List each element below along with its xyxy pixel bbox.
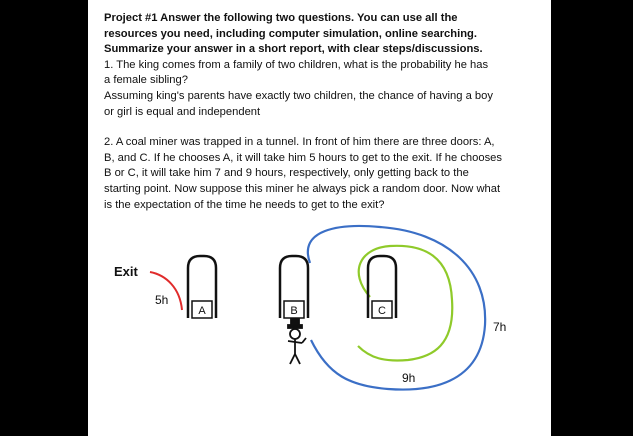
intro-line-3: Summarize your answer in a short report, with clear steps/discussions.	[104, 43, 483, 56]
door-a	[188, 256, 216, 318]
intro-line-2: resources you need, including computer simulation, online searching.	[104, 27, 477, 40]
door-b	[280, 256, 308, 318]
document-page	[88, 0, 551, 436]
door-b-label: B	[290, 305, 298, 317]
q2-line-2: B, and C. If he chooses A, it will take him 5 hours to get to the exit. If he chooses	[104, 151, 502, 164]
intro-line-1: Project #1 Answer the following two questions. You can use all the	[104, 12, 458, 24]
q2-line-1: 2. A coal miner was trapped in a tunnel. In front of him there are three doors: A,	[104, 136, 495, 149]
time-c-label: 9h	[402, 371, 416, 385]
q2-line-4: starting point. Now suppose this miner he always pick a random door. Now what	[104, 182, 501, 195]
exit-label: Exit	[114, 264, 138, 279]
tunnel-diagram	[88, 0, 551, 436]
q1-line-4: or girl is equal and independent	[104, 105, 261, 118]
time-b-label: 7h	[493, 320, 507, 334]
time-a-label: 5h	[155, 293, 169, 307]
miner-figure	[288, 319, 306, 364]
door-c	[368, 256, 396, 318]
q1-line-3: Assuming king's parents have exactly two children, the chance of having a boy	[104, 89, 493, 102]
q2-line-3: B or C, it will take him 7 and 9 hours, respectively, only getting back to the	[104, 167, 469, 180]
q1-line-1: 1. The king comes from a family of two children, what is the probability he has	[104, 58, 489, 71]
q1-line-2: a female sibling?	[104, 74, 188, 87]
door-c-label: C	[378, 305, 386, 317]
q2-line-5: is the expectation of the time he needs to get to the exit?	[104, 198, 385, 211]
door-a-label: A	[198, 305, 206, 317]
